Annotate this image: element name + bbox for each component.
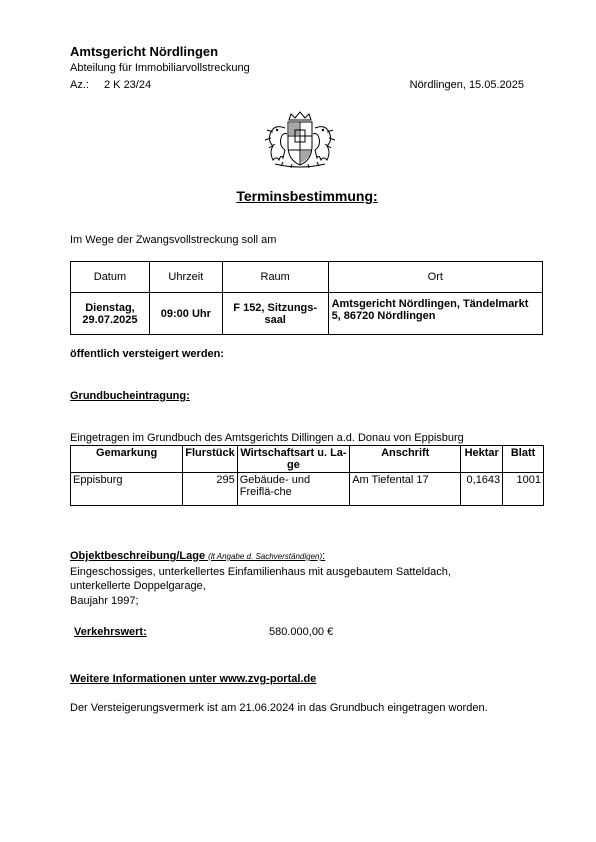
- header-hektar: Hektar: [461, 446, 503, 473]
- header-blatt: Blatt: [503, 446, 544, 473]
- header-raum: Raum: [222, 262, 328, 293]
- court-name: Amtsgericht Nördlingen: [70, 44, 219, 59]
- object-line-2: unterkellerte Doppelgarage,: [70, 580, 206, 592]
- market-value: 580.000,00 €: [269, 626, 334, 638]
- file-number-value: 2 K 23/24: [104, 79, 152, 91]
- auction-note: Der Versteigerungsvermerk ist am 21.06.2024 in das Grundbuch eingetragen worden.: [70, 702, 488, 714]
- cell-flurstueck: 295: [183, 473, 238, 506]
- appointment-table-row: [71, 293, 543, 335]
- object-heading-colon: :: [322, 550, 326, 562]
- department: Abteilung für Immobiliarvollstreckung: [70, 62, 250, 74]
- market-value-label: Verkehrswert:: [74, 626, 147, 638]
- header-ort: Ort: [328, 262, 542, 293]
- cell-blatt: 1001: [503, 473, 544, 506]
- cell-datum: Dienstag, 29.07.2025: [71, 293, 150, 335]
- header-gemarkung: Gemarkung: [71, 446, 183, 473]
- object-line-3: Baujahr 1997;: [70, 595, 139, 607]
- cell-raum: F 152, Sitzungs-saal: [222, 293, 328, 335]
- cell-anschrift: Am Tiefental 17: [350, 473, 461, 506]
- header-uhrzeit: Uhrzeit: [149, 262, 222, 293]
- cell-wirtschaftsart: Gebäude- und Freiflä-che: [237, 473, 349, 506]
- cell-ort: Amtsgericht Nördlingen, Tändelmarkt 5, 86720 Nördlingen: [328, 293, 542, 335]
- document-title: Terminsbestimmung:: [236, 188, 378, 204]
- object-line-1: Eingeschossiges, unterkellertes Einfamilienhaus mit ausgebautem Satteldach,: [70, 566, 451, 578]
- cell-hektar: 0,1643: [461, 473, 503, 506]
- object-description-heading: [70, 550, 325, 562]
- appointment-table-header: [71, 262, 543, 293]
- header-datum: Datum: [71, 262, 150, 293]
- appointment-table: [70, 261, 543, 335]
- more-info: Weitere Informationen unter www.zvg-portal.de: [70, 673, 317, 685]
- intro-text: Im Wege der Zwangsvollstreckung soll am: [70, 234, 277, 246]
- auction-statement: öffentlich versteigert werden:: [70, 348, 225, 360]
- header-anschrift: Anschrift: [350, 446, 461, 473]
- file-number: [70, 79, 151, 91]
- object-heading-note: (lt Angabe d. Sachverständigen): [208, 552, 323, 561]
- land-register-text: Eingetragen im Grundbuch des Amtsgerichts Dillingen a.d. Donau von Eppisburg: [70, 432, 464, 444]
- bavarian-coat-of-arms: [261, 110, 339, 170]
- cell-gemarkung: Eppisburg: [71, 473, 183, 506]
- table-row: [71, 473, 544, 506]
- header-flurstueck: Flurstück: [183, 446, 238, 473]
- file-number-label: Az.:: [70, 79, 89, 91]
- object-heading-text: Objektbeschreibung/Lage: [70, 550, 206, 562]
- land-register-heading: Grundbucheintragung:: [70, 390, 190, 402]
- cell-uhrzeit: 09:00 Uhr: [149, 293, 222, 335]
- place-date: Nördlingen, 15.05.2025: [409, 79, 524, 91]
- land-register-table-header: [71, 446, 544, 473]
- header-wirtschaftsart: Wirtschaftsart u. La-ge: [237, 446, 349, 473]
- land-register-table: [70, 445, 544, 506]
